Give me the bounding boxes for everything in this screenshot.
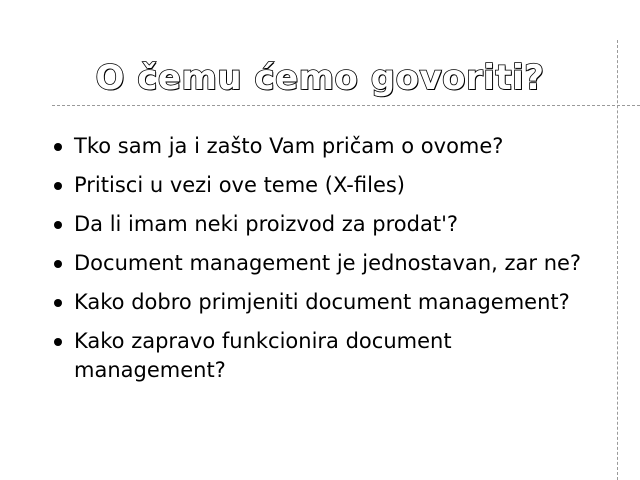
bullet-item [52,171,592,200]
bullet-item [52,327,592,385]
bullet-icon [54,338,62,346]
vertical-guide-line [617,40,618,480]
title-divider [52,105,640,106]
bullet-icon [54,182,62,190]
bullet-item [52,210,592,239]
bullet-text: Da li imam neki proizvod za prodat'? [74,212,459,236]
bullet-icon [54,143,62,151]
bullet-item [52,132,592,161]
bullet-icon [54,299,62,307]
bullet-item [52,288,592,317]
bullet-text: Document management je jednostavan, zar ne? [74,251,582,275]
bullet-icon [54,221,62,229]
slide-title: O čemu ćemo govoriti? [95,58,545,98]
bullet-text: Kako dobro primjeniti document management? [74,290,570,314]
bullet-list [52,132,592,395]
bullet-text: Tko sam ja i zašto Vam pričam o ovome? [74,134,504,158]
bullet-icon [54,260,62,268]
bullet-text: Kako zapravo funkcionira document management? [74,329,452,382]
bullet-text: Pritisci u vezi ove teme (X-files) [74,173,405,197]
bullet-item [52,249,592,278]
